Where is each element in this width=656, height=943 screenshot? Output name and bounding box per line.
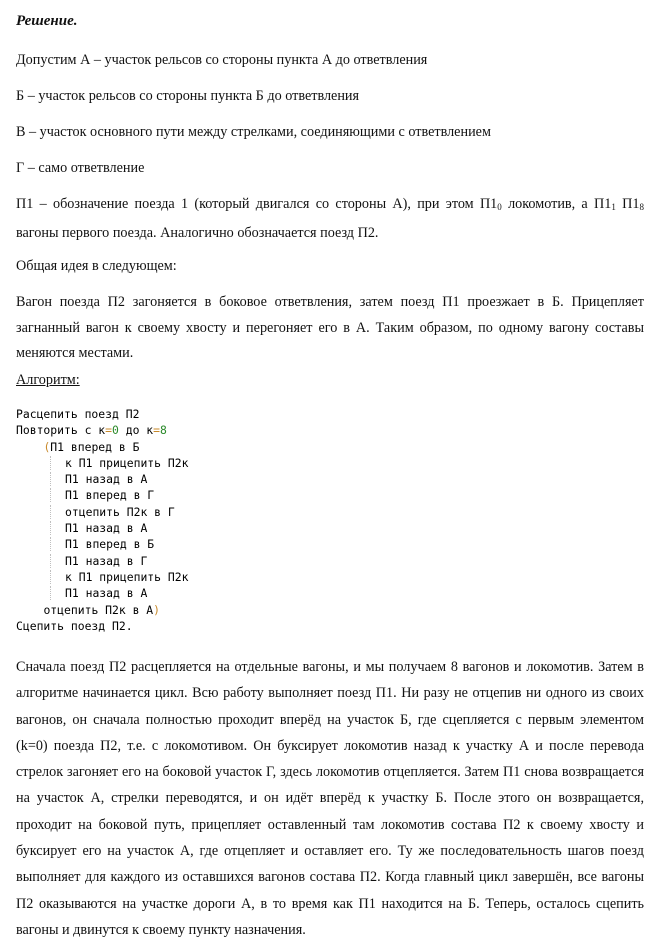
algorithm-heading: Алгоритм: xyxy=(16,372,80,388)
definition-p1: П1 – обозначение поезда 1 (который двигался со стороны А), при этом $П1_0$ локомотив, а $П1_1$ $П1_8$ вагоны первого поезда. Аналогично обозначается поезд П2. xyxy=(16,196,644,241)
definition-a: Допустим А – участок рельсов со стороны пункта А до ответвления xyxy=(16,52,428,68)
algorithm-code: Расцепить поезд П2 Повторить с к=0 до к=8 (П1 вперед в Б к П1 прицепить П2к П1 назад в А П1 вперед в Г отцепить П2к в Г П1 назад в А П1 вперед в Б П1 назад в Г к П1 прицепить П2к П1 назад в А отцепить П2к в А) Сцепить поезд П2. xyxy=(16,407,189,633)
definition-b: Б – участок рельсов со стороны пункта Б до ответвления xyxy=(16,88,360,104)
idea-heading: Общая идея в следующем: xyxy=(16,258,177,274)
idea-paragraph: Вагон поезда П2 загоняется в боковое ответвления, затем поезд П1 проезжает в Б. Прицепляет загнанный вагон к своему хвосту и перегоняет его в А. Таким образом, по одному вагону составы меняются местами. xyxy=(16,294,644,361)
definition-g: Г – само ответвление xyxy=(16,160,145,176)
definition-v: В – участок основного пути между стрелками, соединяющими с ответвлением xyxy=(16,124,491,140)
explanation-paragraph: Сначала поезд П2 расцепляется на отдельные вагоны, и мы получаем 8 вагонов и локомотив. Затем в алгоритме начинается цикл. Всю работу выполняет поезд П1. Ни разу не отцепив ни одного из своих вагонов, он сначала полностью проходит вперёд на участок Б, где сцепляется с первым элементом (k=0) поезда П2, т.е. с локомотивом. Он буксирует локомотив назад к участку А и после перевода стрелок загоняет его на боковой участок Г, здесь локомотив отцепляется. Затем П1 снова возвращается на участок А, стрелки переводятся, и он идёт вперёд к участку Б. После этого он возвращается, проходит на боковой путь, прицепляет оставленный там локомотив состава П2 к своему хвосту и буксирует его на участок А, где отцепляет и оставляет его. Ту же последовательность шагов поезд выполняет для каждого из оставшихся вагонов состава П2. Когда главный цикл завершён, все вагоны П2 оказываются на участке дороги А, в то время как П1 находится на Б. Теперь, осталось сцепить вагоны и двинутся к своему пункту назначения. xyxy=(16,659,644,938)
solution-title: Решение. xyxy=(16,13,78,29)
